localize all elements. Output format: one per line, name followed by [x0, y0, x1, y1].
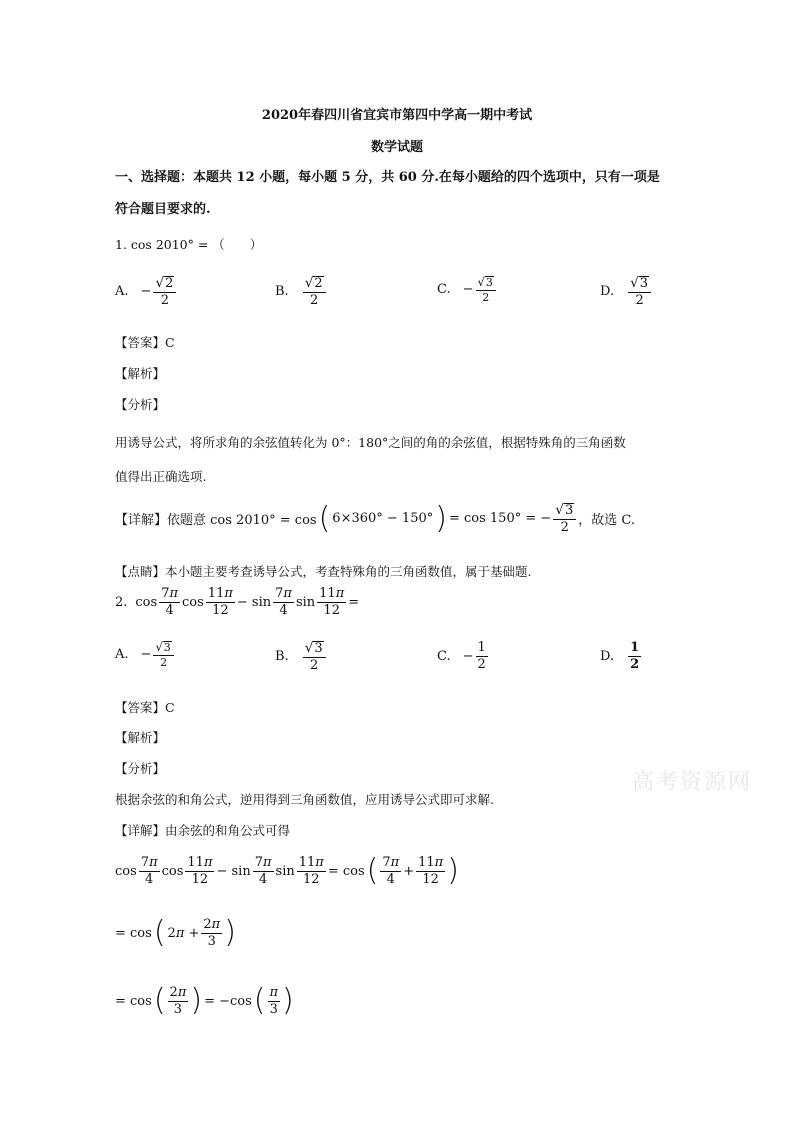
q2-fenxi-label: 【分析】 — [115, 761, 166, 776]
q2-answer: 【答案】C — [115, 700, 175, 715]
q2-derivation-line2: = cos ( 2π + $\frac{2\pi}{3}$ ) — [115, 915, 236, 951]
q1-option-a-label: A. — [115, 284, 129, 300]
q1-fenxi-line2: 值得出正确选项. — [115, 469, 207, 484]
document-title: 2020年春四川省宜宾市第四中学高一期中考试 — [261, 108, 533, 123]
q2-option-c: C. − $\frac{1}{2}$ — [437, 640, 486, 672]
q1-option-a-fraction: √ 2 2 — [153, 276, 176, 307]
q2-stem: 2. cos $\frac{7\pi}{4}$ cos $\frac{11\pi}{12}$ − sin $\frac{7\pi}{4}$ sin $\frac{11\pi}{12}$ = — [115, 586, 360, 618]
q1-analysis-label: 【解析】 — [115, 366, 166, 381]
q1-option-d-label: D. — [600, 284, 615, 300]
q1-option-d — [600, 276, 651, 307]
q1-option-d-fraction: √ 3 2 — [628, 276, 651, 307]
q1-fenxi-label: 【分析】 — [115, 397, 166, 412]
q1-option-b — [275, 276, 326, 307]
q1-option-c: C. − √ 3 2 — [437, 276, 496, 303]
section-heading-line1: 一、选择题：本题共 12 小题，每小题 5 分，共 60 分.在每小题给的四个选项中，只有一项是 — [115, 170, 660, 185]
q1-option-b-fraction: √ 2 2 — [303, 276, 326, 307]
q1-detail-prefix: 【详解】依题意 cos 2010° = cos — [115, 513, 317, 529]
q2-analysis-label: 【解析】 — [115, 730, 166, 745]
q2-option-b: B. √ 3 2 — [275, 641, 326, 672]
q1-option-a: A. − √ 2 2 — [115, 276, 176, 307]
q1-detail: 【详解】依题意 cos 2010° = cos ( 6×360° − 150° ) = cos 150° = − √ 3 2 ，故选 C. — [115, 500, 636, 536]
q2-option-d-label: D. — [600, 648, 615, 664]
q2-option-d: D. $\frac{1}{2}$ — [600, 640, 640, 672]
q1-option-b-label: B. — [275, 284, 289, 300]
q1-fenxi-line1: 用诱导公式，将所求角的余弦值转化为 0°：180°之间的角的余弦值，根据特殊角的三角函数 — [115, 435, 626, 450]
q2-derivation-line1: cos $\frac{7\pi}{4}$ cos $\frac{11\pi}{12}$ − sin $\frac{7\pi}{4}$ sin $\frac{11\pi}{12}$ = cos ( $\frac{7\pi}{4}$ + $\frac{11\pi}{12}$ ) — [115, 853, 459, 889]
q1-stem: 1. cos 2010° = （ ） — [115, 237, 263, 252]
q1-option-c-label: C. — [437, 282, 451, 298]
q1-detail-fraction: √ 3 2 — [553, 503, 576, 534]
q2-fenxi-line1: 根据余弦的和角公式，逆用得到三角函数值，应用诱导公式即可求解. — [115, 792, 494, 807]
q2-option-b-label: B. — [275, 649, 289, 665]
document-subtitle: 数学试题 — [370, 140, 423, 155]
q2-derivation-line3: = cos ( $\frac{2\pi}{3}$ ) = −cos ( $\frac{\pi}{3}$ ) — [115, 983, 294, 1019]
section-heading-line2: 符合题目要求的. — [115, 202, 211, 217]
q2-option-a: A. − √ 3 2 — [115, 641, 174, 668]
q1-detail-mid: = cos 150° = − — [448, 511, 552, 527]
q2-stem-number: 2. — [115, 594, 128, 610]
q1-answer: 【答案】C — [115, 335, 175, 350]
q1-detail-suffix: ，故选 C. — [578, 513, 636, 529]
q1-dianjing: 【点睛】本小题主要考查诱导公式，考查特殊角的三角函数值，属于基础题. — [115, 564, 532, 579]
watermark: 高考资源网 — [632, 770, 753, 795]
q1-option-c-fraction: √ 3 2 — [476, 276, 496, 303]
q1-detail-inner: 6×360° − 150° — [332, 511, 434, 527]
q2-detail-line1: 【详解】由余弦的和角公式可得 — [115, 823, 291, 838]
q2-option-c-label: C. — [437, 648, 451, 664]
q2-option-a-label: A. — [115, 647, 129, 663]
